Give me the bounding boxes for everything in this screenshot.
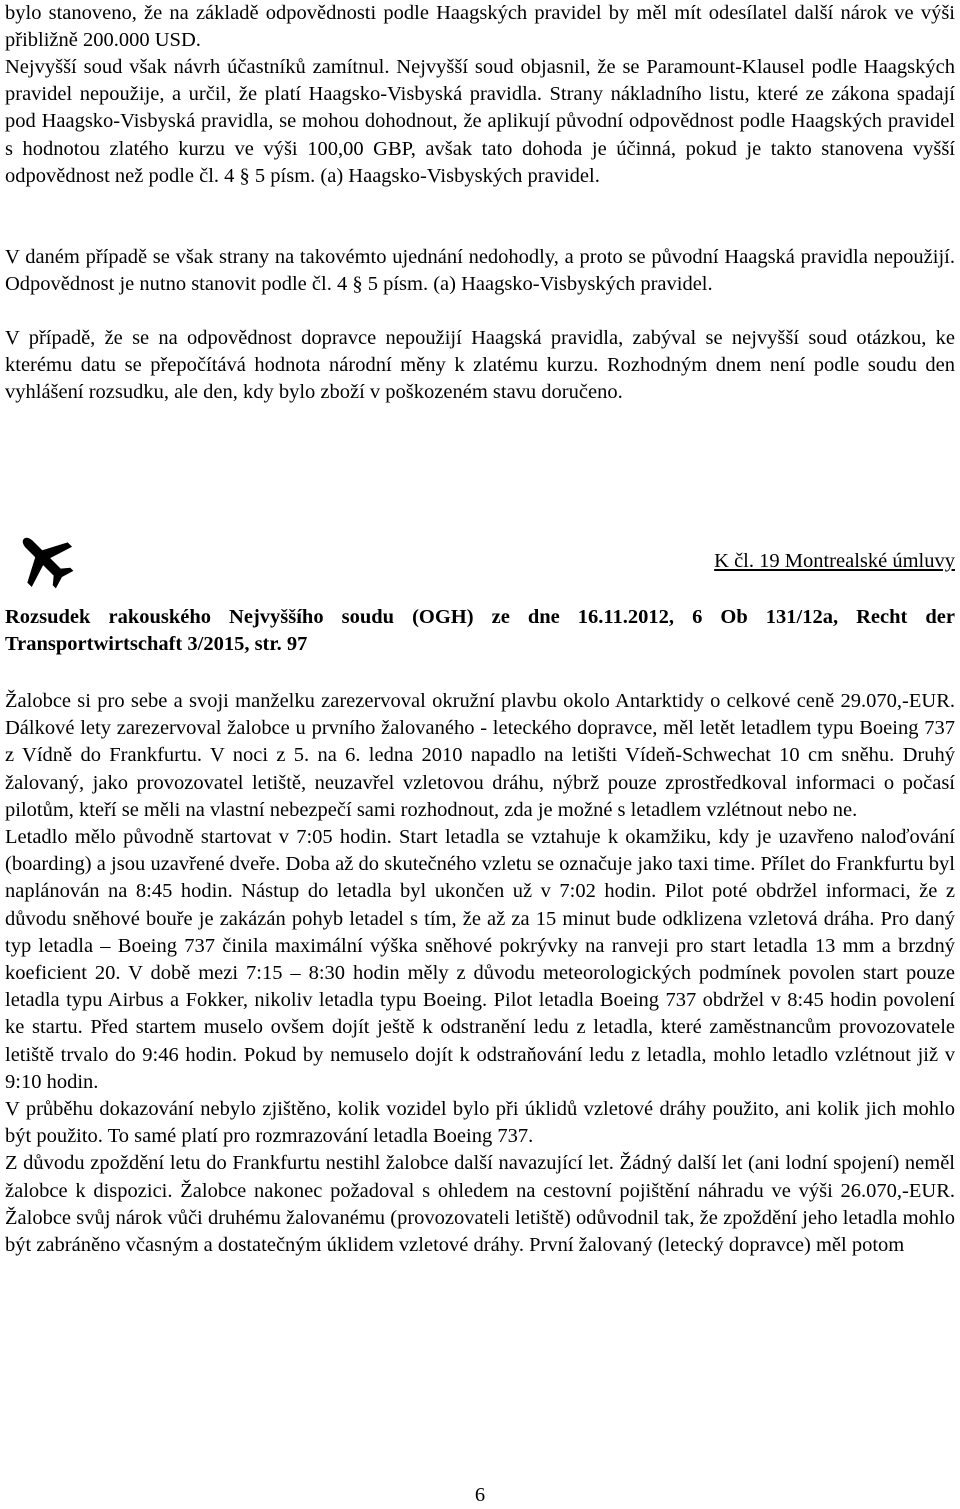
case-heading-text: Rozsudek rakouského Nejvyššího soudu (OGH) ze dne 16.11.2012, 6 Ob 131/12a, Recht der Transportwirtschaft 3/2015, str. [5, 606, 955, 656]
paragraph-timeline: Letadlo mělo původně startovat v 7:05 hodin. Start letadla se vztahuje k okamžiku, kdy je uzavřeno naloďování (boarding) a jsou uzavřené dveře. Doba až do skutečného vzletu se označuje jako taxi time. Přílet do Frankfurtu byl naplánován na 8:45 hodin. Nástup do letadla byl ukončen už v 7:02 hodin. Pilot poté obdržel informaci, že z důvodu sněhové bouře je zakázán pohyb letadel s tím, že až za 15 minut bude odklizena vzletová dráha. Pro daný typ letadla – Boeing 737 činila maximální výška sněhové pokrývky na ranveji pro start letadla 13 mm a brzdný koeficient 20. V době mezi 7:15 – 8:30 hodin měly z důvodu meteorologických podmínek povolen start pouze letadla typu Airbus a Fokker, nikoliv letadla typu Boeing. Pilot letadla Boeing 737 obdržel v 8:45 hodin povolení ke startu. Před startem muselo ovšem dojít ještě k odstranění ledu z letadla, které zaměstnancům provozovatele letiště trvalo do 9:46 hodin. Pokud by nemuselo dojít k odstraňování ledu z letadla, mohlo letadlo vzlétnout již v 9:10 hodin. [5, 826, 955, 1093]
section-reference-link[interactable]: K čl. 19 Montrealské úmluvy [714, 550, 955, 572]
section-header-row [5, 528, 955, 590]
paragraph-evidence: V průběhu dokazování nebylo zjištěno, kolik vozidel bylo při úklidů vzletové dráhy použito, ani kolik jich mohlo být použito. To samé platí pro rozmrazování letadla Boeing 737. [5, 1098, 955, 1148]
case-body [5, 688, 955, 1259]
case-heading-page-ref: 97 [286, 633, 308, 656]
paragraph-intro: bylo stanoveno, že na základě odpovědnosti podle Haagských pravidel by měl mít odesílatel další nárok ve výši přibližně 200.000 USD. [5, 2, 955, 52]
document-page [5, 0, 955, 1509]
page-number: 6 [474, 1484, 486, 1506]
paragraph-conversion-date: V případě, že se na odpovědnost dopravce nepoužijí Haagská pravidla, zabýval se nejvyšší soud otázkou, ke kterému datu se přepočítává hodnota národní měny k zlatému kurzu. Rozhodným dnem není podle soudu den vyhlášení rozsudku, ale den, kdy bylo zboží v poškozeném stavu doručeno. [5, 327, 955, 404]
paragraph-no-agreement: V daném případě se však strany na takovémto ujednání nedohodly, a proto se původní Haagská pravidla nepoužijí. Odpovědnost je nutno stanovit podle čl. 4 § 5 písm. (a) Haagsko-Visbyských pravidel. [5, 246, 955, 296]
paragraph-supreme-court: Nejvyšší soud však návrh účastníků zamítnul. Nejvyšší soud objasnil, že se Paramount-Klausel podle Haagských pravidel nepoužije, a určil, že platí Haagsko-Visbyská pravidla. Strany nákladního listu, které ze zákona spadají pod Haagsko-Visbyská pravidla, se mohou dohodnout, že aplikují původní odpovědnost podle Haagských pravidel s hodnotou zlatého kurzu ve výši 100,00 GBP, avšak tato dohoda je účinná, pokud je takto stanovena vyšší odpovědnost než podle čl. 4 § 5 písm. (a) Haagsko-Visbyských pravidel. [5, 56, 955, 187]
case-heading [5, 604, 955, 658]
paragraph-booking: Žalobce si pro sebe a svoji manželku zarezervoval okružní plavbu okolo Antarktidy o celkové ceně 29.070,-EUR. Dálkové lety zarezervoval žalobce u prvního žalovaného - leteckého dopravce, měl letět letadlem typu Boeing 737 z Vídně do Frankfurtu. V noci z 5. na 6. ledna 2010 napadlo na letišti Vídeň-Schwechat 10 cm sněhu. Druhý žalovaný, jako provozovatel letiště, neuzavřel vzletovou dráhu, nýbrž pouze zprostředkoval informaci o počasí pilotům, kteří se měli na vlastní nebezpečí sami rozhodnout, zda je možné s letadlem vzlétnout nebo ne. [5, 690, 955, 821]
paragraph-claim: Z důvodu zpoždění letu do Frankfurtu nestihl žalobce další navazující let. Žádný další let (ani lodní spojení) neměl žalobce k dispozici. Žalobce nakonec požadoval s ohledem na cestovní pojištění náhradu ve výši 26.070,-EUR. Žalobce svůj nárok vůči druhému žalovanému (provozovateli letiště) odůvodnil tak, že zpoždění jeho letadla mohlo být zabráněno včasným a dostatečným úklidem vzletové dráhy. První žalovaný (letecký dopravce) měl potom [5, 1152, 955, 1257]
airplane-icon [13, 528, 75, 590]
